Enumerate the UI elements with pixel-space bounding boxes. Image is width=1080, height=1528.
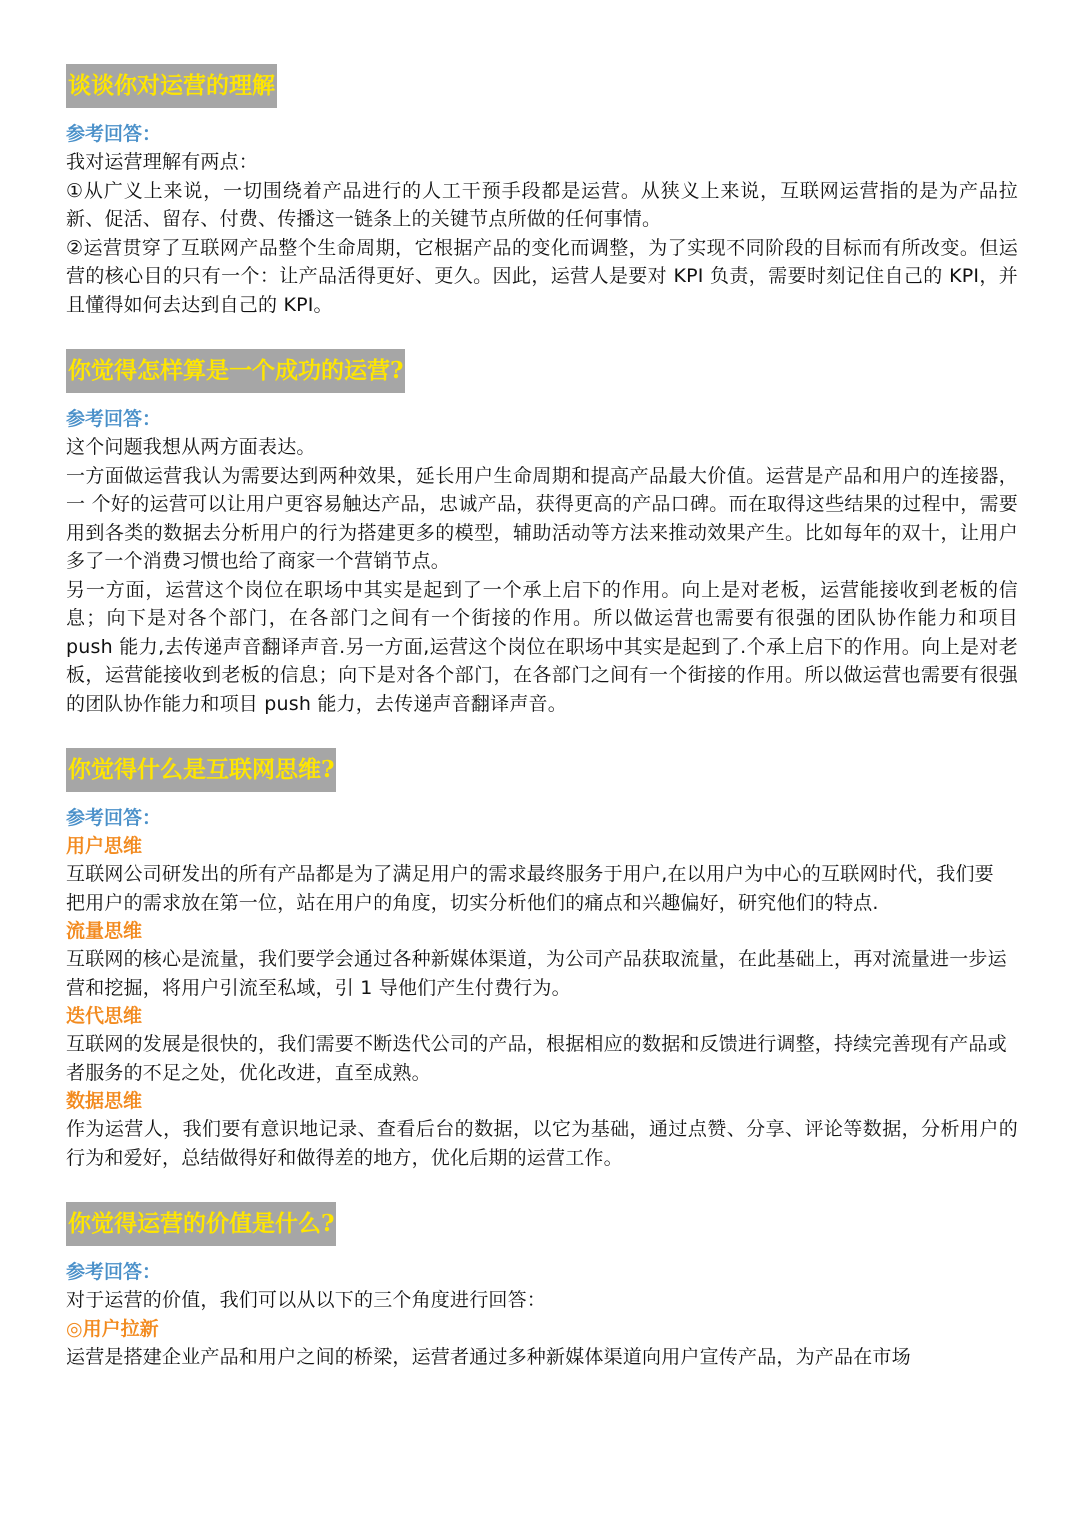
question-title: 你觉得运营的价值是什么? — [66, 1202, 336, 1246]
reference-answer-label: 参考回答： — [66, 408, 162, 430]
question-title: 你觉得怎样算是一个成功的运营? — [66, 349, 405, 393]
answer-line: 作为运营人，我们要有意识地记录、查看后台的数据，以它为基础，通过点赞、分享、评论等数据，分析用户的行为和爱好，总结做得好和做得差的地方，优化后期的运营工作。 — [66, 1118, 1018, 1169]
answer-paragraph: 这个问题我想从两方面表达。 — [66, 436, 316, 458]
answer-line: 互联网的发展是很快的，我们需要不断迭代公司的产品，根据相应的数据和反馈进行调整，持续完善现有产品或 — [66, 1033, 1007, 1055]
answer-line: 者服务的不足之处，优化改进，直至成熟。 — [66, 1061, 431, 1084]
answer-line: 把用户的需求放在第一位，站在用户的角度，切实分析他们的痛点和兴趣偏好，研究他们的特点. — [66, 891, 879, 914]
reference-answer-label: 参考回答： — [66, 1261, 162, 1283]
answer-line: 互联网公司研发出的所有产品都是为了满足用户的需求最终服务于用户,在以用户为中心的互联网时代，我们要 — [66, 863, 994, 885]
question-title: 你觉得什么是互联网思维? — [66, 748, 336, 792]
reference-answer-label: 参考回答： — [66, 123, 162, 145]
subheading: 迭代思维 — [66, 1005, 143, 1027]
qa-section — [66, 349, 1018, 718]
answer-paragraph: ②运营贯穿了互联网产品整个生命周期，它根据产品的变化而调整，为了实现不同阶段的目标而有所改变。但运营的核心目的只有一个：让产品活得更好、更久。因此，运营人是要对 KPI 负责，需要时刻记住自己的 KPI，并且懂得如何去达到自己的 KPI。 — [66, 236, 1018, 316]
qa-section — [66, 748, 1018, 1172]
answer-paragraph: 另一方面，运营这个岗位在职场中其实是起到了一个承上启下的作用。向上是对老板，运营能接收到老板的信息；向下是对各个部门，在各部门之间有一个街接的作用。所以做运营也需要有很强的团队协作能力和项目 push 能力,去传递声音翻译声音.另一方面,运营这个岗位在职场中其实是起到了.个承上启下的作用。向上是对老板，运营能接收到老板的信息；向下是对各个部门，在各部门之间有一个街接的作用。所以做运营也需要有很强的团队协作能力和项目 push 能力，去传递声音翻译声音。 — [66, 578, 1018, 715]
document-page — [66, 64, 1018, 1401]
subheading: ◎用户拉新 — [66, 1317, 159, 1340]
answer-paragraph: 一方面做运营我认为需要达到两种效果，延长用户生命周期和提高产品最大价值。运营是产品和用户的连接器，一 个好的运营可以让用户更容易触达产品，忠诚产品，获得更高的产品口碑。而在取得这些结果的过程中，需要用到各类的数据去分析用户的行为搭建更多的模型，辅助活动等方法来推动效果产生。比如每年的双十，让用户多了一个消费习惯也给了商家一个营销节点。 — [66, 464, 1018, 572]
reference-answer-label: 参考回答： — [66, 807, 162, 829]
answer-line: 营和挖掘，将用户引流至私域，引 1 导他们产生付费行为。 — [66, 976, 571, 999]
answer-paragraph: 我对运营理解有两点： — [66, 151, 259, 173]
answer-paragraph: ①从广义上来说，一切围绕着产品进行的人工干预手段都是运营。从狭义上来说，互联网运营指的是为产品拉新、促活、留存、付费、传播这一链条上的关键节点所做的任何事情。 — [66, 179, 1018, 230]
subheading: 用户思维 — [66, 835, 143, 857]
answer-paragraph: 运营是搭建企业产品和用户之间的桥梁，运营者通过多种新媒体渠道向用户宣传产品，为产品在市场 — [66, 1345, 911, 1368]
subheading: 流量思维 — [66, 920, 143, 942]
subheading: 数据思维 — [66, 1090, 143, 1112]
question-title: 谈谈你对运营的理解 — [66, 64, 277, 108]
answer-paragraph: 对于运营的价值，我们可以从以下的三个角度进行回答： — [66, 1289, 547, 1311]
answer-line: 互联网的核心是流量，我们要学会通过各种新媒体渠道，为公司产品获取流量，在此基础上，再对流量进一步运 — [66, 948, 1007, 970]
qa-section — [66, 64, 1018, 319]
qa-section — [66, 1202, 1018, 1371]
